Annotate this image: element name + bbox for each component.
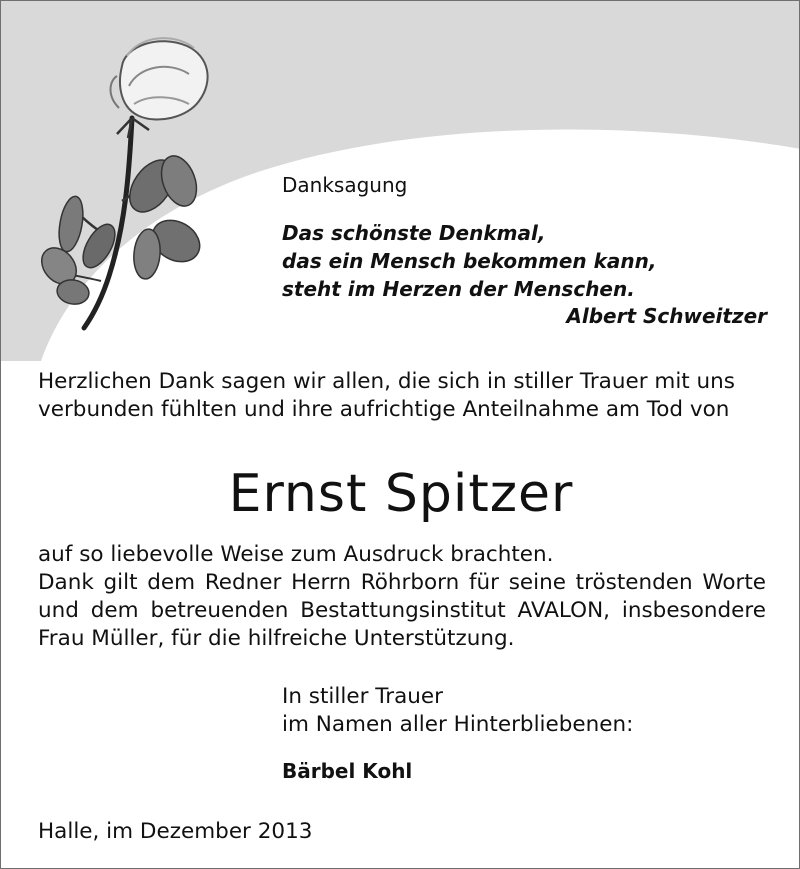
quote-block	[282, 219, 657, 303]
intro-line: verbunden fühlten und ihre aufrichtige Anteilnahme am Tod von	[38, 397, 730, 422]
quote-author: Albert Schweitzer	[566, 304, 767, 328]
rose-illustration	[29, 26, 229, 336]
thanks-line: Frau Müller, für die hilfreiche Unterstützung.	[38, 626, 515, 651]
thanks-line: und dem betreuenden Bestattungsinstitut AVALON, insbesondere	[38, 598, 766, 623]
signature-line: In stiller Trauer	[282, 684, 443, 709]
thanks-line: auf so liebevolle Weise zum Ausdruck brachten.	[38, 542, 554, 567]
signer-name: Bärbel Kohl	[282, 759, 413, 783]
thanks-line: Dank gilt dem Redner Herrn Röhrborn für seine tröstenden Worte	[38, 570, 766, 595]
intro-line: Herzlichen Dank sagen wir allen, die sich in stiller Trauer mit uns	[38, 369, 736, 394]
thanks-paragraph	[38, 541, 766, 653]
place-date: Halle, im Dezember 2013	[38, 819, 313, 844]
signature-block	[282, 683, 633, 739]
signature-line: im Namen aller Hinterbliebenen:	[282, 712, 634, 737]
intro-paragraph	[38, 368, 766, 424]
quote-line: Das schönste Denkmal,	[282, 221, 546, 245]
quote-line: das ein Mensch bekommen kann,	[282, 249, 657, 273]
deceased-name: Ernst Spitzer	[228, 464, 574, 524]
quote-line: steht im Herzen der Menschen.	[282, 277, 635, 301]
heading-danksagung: Danksagung	[282, 173, 408, 197]
